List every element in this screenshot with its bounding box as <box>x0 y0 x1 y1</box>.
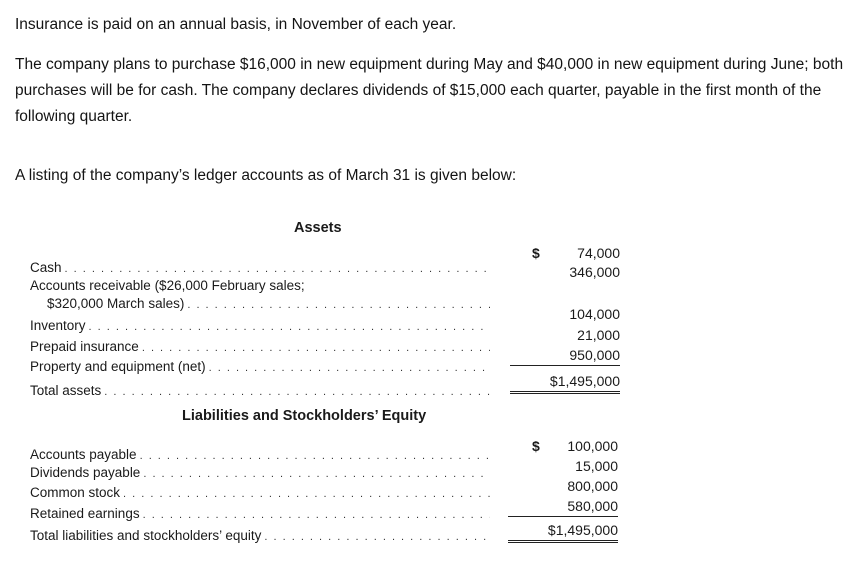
row-total-assets <box>30 381 490 401</box>
amount-accounts-payable: 100,000 <box>567 438 618 454</box>
row-label: Cash <box>30 260 65 275</box>
row-common-stock <box>30 483 490 503</box>
row-cash <box>30 258 490 278</box>
liabilities-heading: Liabilities and Stockholders’ Equity <box>182 408 427 424</box>
row-label: Inventory <box>30 318 89 333</box>
ledger-accounts-table <box>16 203 636 563</box>
row-label: $320,000 March sales) <box>47 296 187 311</box>
row-retained-earnings <box>30 504 490 524</box>
assets-heading: Assets <box>294 220 342 236</box>
row-prepaid-insurance <box>30 337 490 357</box>
row-total-liabilities-equity <box>30 526 490 546</box>
row-dividends-payable <box>30 463 490 483</box>
currency-symbol: $ <box>532 438 540 454</box>
row-inventory <box>30 316 490 336</box>
row-label: Prepaid insurance <box>30 339 142 354</box>
row-accounts-receivable-cont <box>47 294 490 314</box>
amount-total-liabilities-equity: $1,495,000 <box>508 520 618 543</box>
row-label: Accounts payable <box>30 447 140 462</box>
amount-retained-earnings: 580,000 <box>508 496 618 517</box>
row-accounts-payable <box>30 445 490 465</box>
amount-inventory: 104,000 <box>569 306 620 322</box>
row-accounts-receivable <box>30 276 490 296</box>
row-label: Property and equipment (net) <box>30 359 209 374</box>
row-label: Common stock <box>30 485 123 500</box>
row-property-equipment <box>30 357 490 377</box>
intro-paragraph-ledger: A listing of the company’s ledger accounts as of March 31 is given below: <box>15 167 517 184</box>
amount-prepaid-insurance: 21,000 <box>577 327 620 343</box>
amount-dividends-payable: 15,000 <box>575 458 618 474</box>
row-label: Retained earnings <box>30 506 143 521</box>
currency-symbol: $ <box>532 245 540 261</box>
amount-cash: 74,000 <box>577 245 620 261</box>
intro-paragraph-equipment: The company plans to purchase $16,000 in new equipment during May and $40,000 in new equipment during June; both purchases will be for cash. The company declares dividends of $15,000 each quarter, payable in the first month of the following quarter. <box>15 56 844 125</box>
row-label: Total assets <box>30 383 104 398</box>
intro-paragraph-insurance: Insurance is paid on an annual basis, in November of each year. <box>15 16 457 33</box>
row-label: Total liabilities and stockholders’ equity <box>30 528 264 543</box>
row-label: Dividends payable <box>30 465 143 480</box>
amount-property-equipment: 950,000 <box>510 345 620 366</box>
amount-total-assets: $1,495,000 <box>510 371 620 394</box>
amount-common-stock: 800,000 <box>567 478 618 494</box>
row-label: Accounts receivable ($26,000 February sales; <box>30 278 308 293</box>
amount-accounts-receivable: 346,000 <box>569 264 620 280</box>
